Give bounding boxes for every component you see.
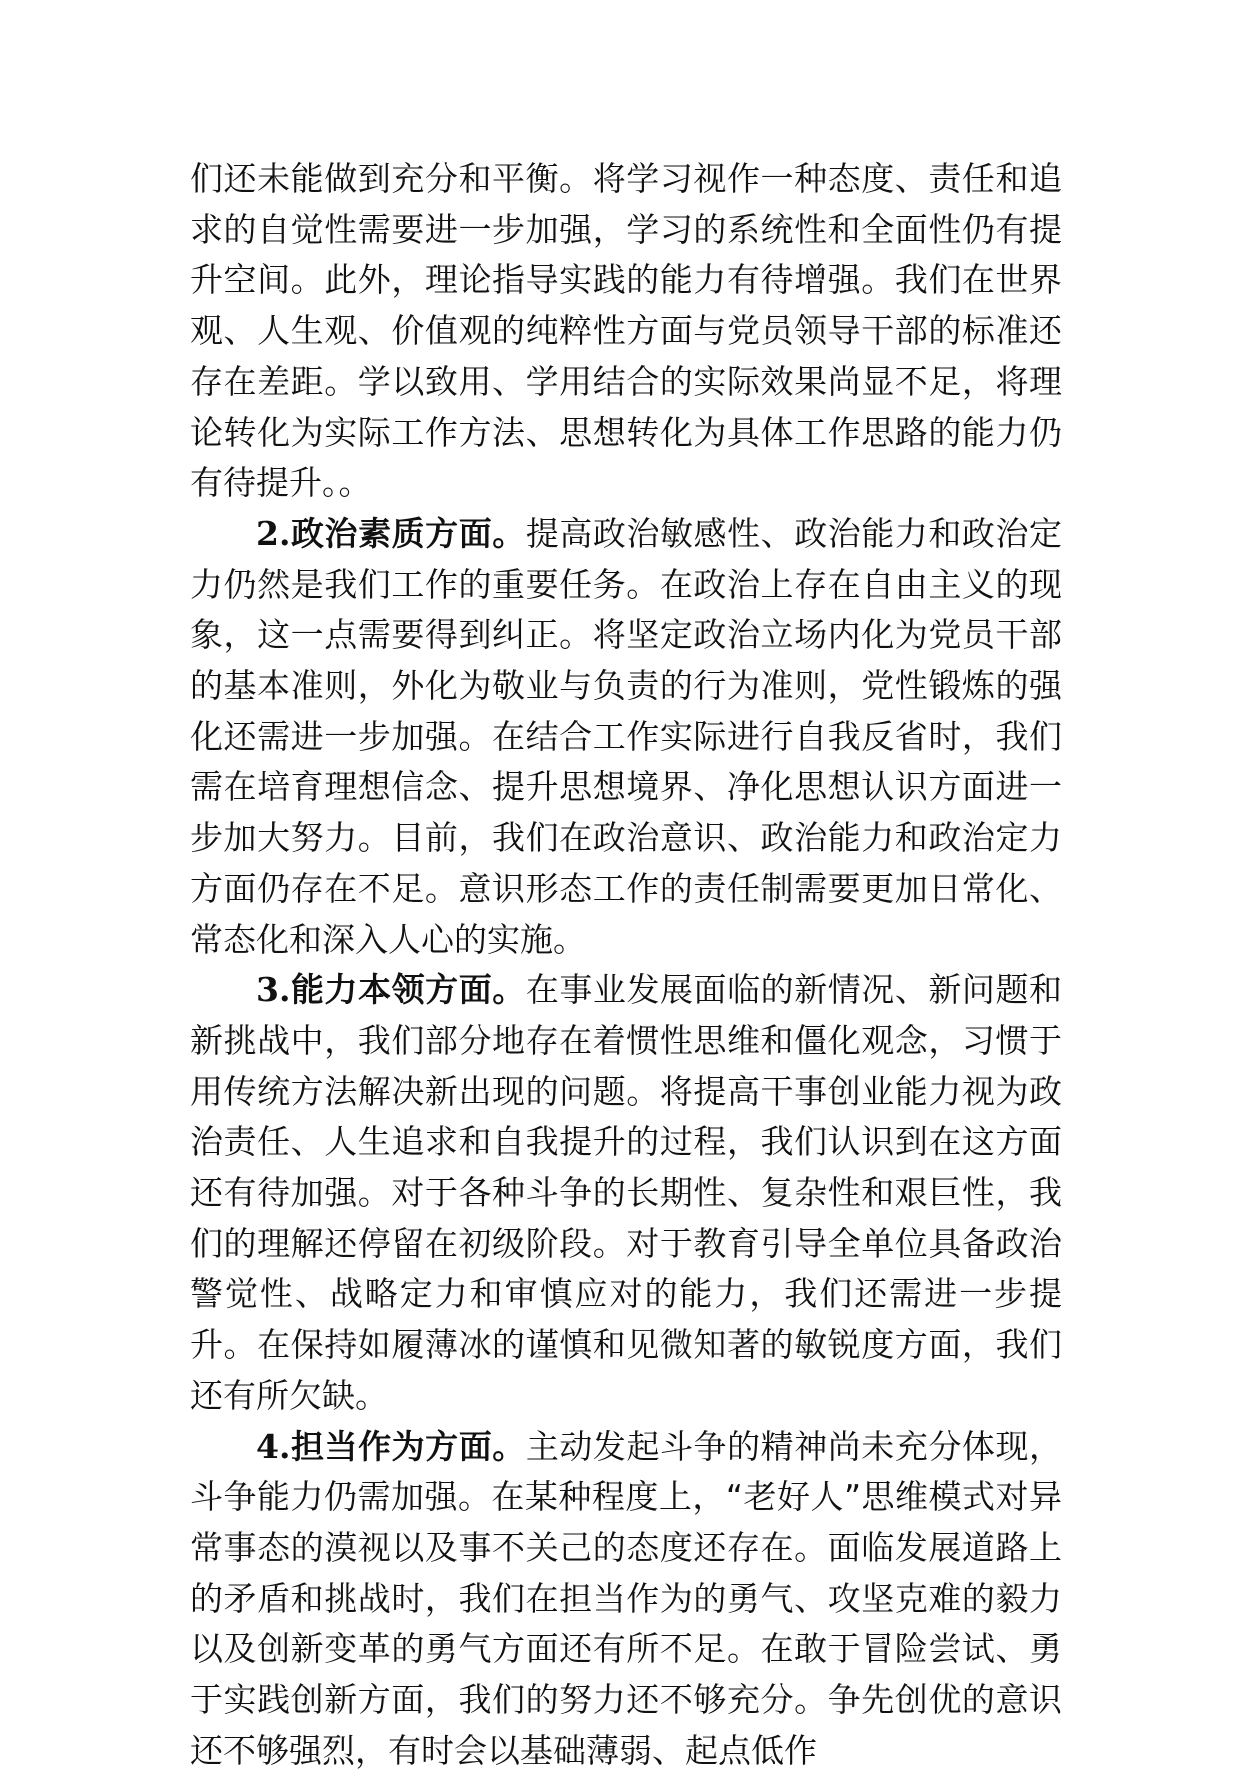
section-number: 3.	[256, 970, 291, 1010]
document-page	[190, 154, 1062, 1777]
paragraph-body: 在事业发展面临的新情况、新问题和新挑战中，我们部分地存在着惯性思维和僵化观念，习惯于用传统方法解决新出现的问题。将提高干事创业能力视为政治责任、人生追求和自我提升的过程，我们认识到在这方面还有待加强。对于各种斗争的长期性、复杂性和艰巨性，我们的理解还停留在初级阶段。对于教育引导全单位具备政治警觉性、战略定力和审慎应对的能力，我们还需进一步提升。在保持如履薄冰的谨慎和见微知著的敏锐度方面，我们还有所欠缺。	[190, 970, 1063, 1415]
paragraph-continuation	[190, 154, 1062, 509]
section-heading	[256, 970, 526, 1009]
paragraph-body: 提高政治敏感性、政治能力和政治定力仍然是我们工作的重要任务。在政治上存在自由主义的现象，这一点需要得到纠正。将坚定政治立场内化为党员干部的基本准则，外化为敬业与负责的行为准则，党性锻炼的强化还需进一步加强。在结合工作实际进行自我反省时，我们需在培育理想信念、提升思想境界、净化思想认识方面进一步加大努力。目前，我们在政治意识、政治能力和政治定力方面仍存在不足。意识形态工作的责任制需要更加日常化、常态化和深入人心的实施。	[190, 513, 1063, 959]
paragraph-body: 主动发起斗争的精神尚未充分体现，斗争能力仍需加强。在某种程度上，“老好人”思维模式对异常事态的漠视以及事不关己的态度还存在。面临发展道路上的矛盾和挑战时，我们在担当作为的勇气、攻坚克难的毅力以及创新变革的勇气方面还有所不足。在敢于冒险尝试、勇于实践创新方面，我们的努力还不够充分。争先创优的意识还不够强烈，有时会以基础薄弱、起点低作	[190, 1426, 1063, 1770]
section-title: 担当作为方面。	[290, 1426, 526, 1466]
section-number: 2.	[256, 513, 291, 553]
paragraph-ability	[190, 965, 1062, 1421]
section-heading	[256, 1427, 526, 1466]
section-title: 能力本领方面。	[290, 970, 526, 1010]
section-number: 4.	[256, 1426, 291, 1466]
paragraph-responsibility	[190, 1422, 1062, 1777]
paragraph-political-quality	[190, 509, 1062, 965]
section-title: 政治素质方面。	[290, 513, 526, 553]
paragraph-body: 们还未能做到充分和平衡。将学习视作一种态度、责任和追求的自觉性需要进一步加强，学习的系统性和全面性仍有提升空间。此外，理论指导实践的能力有待增强。我们在世界观、人生观、价值观的纯粹性方面与党员领导干部的标准还存在差距。学以致用、学用结合的实际效果尚显不足，将理论转化为实际工作方法、思想转化为具体工作思路的能力仍有待提升。。	[190, 159, 1062, 503]
section-heading	[256, 514, 526, 553]
